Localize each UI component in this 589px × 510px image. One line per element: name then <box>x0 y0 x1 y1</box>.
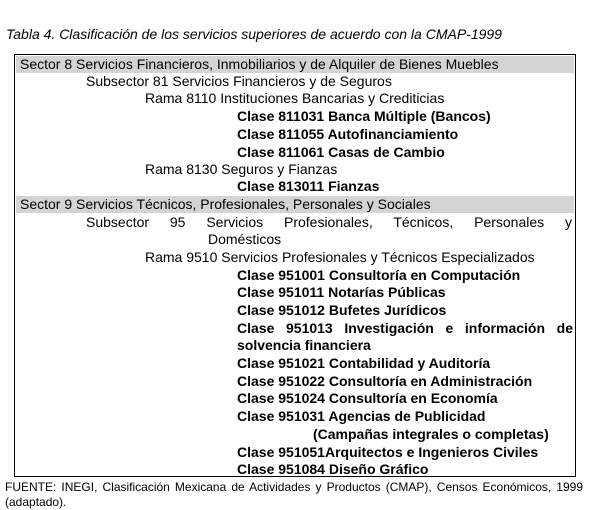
clase-row: Clase 811055 Autofinanciamiento <box>237 126 459 142</box>
clase-row-continuation: (Campañas integrales o completas) <box>313 426 549 442</box>
clase-row: Clase 951012 Bufetes Jurídicos <box>237 302 447 318</box>
subsector-row: Subsector 95 Servicios Profesionales, Técnicos, Personales y <box>86 214 572 230</box>
clase-row: Clase 951011 Notarías Públicas <box>237 284 446 300</box>
clase-row: Clase 951013 Investigación e información de <box>237 320 573 336</box>
sector-row: Sector 9 Servicios Técnicos, Profesionales, Personales y Sociales <box>16 196 574 213</box>
clase-row-continuation: solvencia financiera <box>237 337 371 353</box>
subsector-row: Subsector 81 Servicios Financieros y de Seguros <box>86 73 392 89</box>
clase-row: Clase 951021 Contabilidad y Auditoría <box>237 355 491 371</box>
classification-table <box>14 54 576 477</box>
clase-row: Clase 951022 Consultoría en Administración <box>237 373 533 389</box>
clase-row: Clase 811061 Casas de Cambio <box>237 144 445 160</box>
clase-row: Clase 951024 Consultoría en Economía <box>237 390 498 406</box>
rama-row: Rama 8130 Seguros y Fianzas <box>145 161 338 177</box>
clase-row: Clase 951031 Agencias de Publicidad <box>237 408 486 424</box>
clase-row: Clase 813011 Fianzas <box>237 178 380 194</box>
rama-row: Rama 8110 Instituciones Bancarias y Crediticias <box>145 90 445 106</box>
clase-row: Clase 951084 Diseño Gráfico <box>237 461 429 477</box>
source-note: FUENTE: INEGI, Clasificación Mexicana de Actividades y Productos (CMAP), Censos Económicos, 1999 (adaptado). <box>5 480 583 509</box>
rama-row: Rama 9510 Servicios Profesionales y Técnicos Especializados <box>145 249 535 265</box>
clase-row: Clase 951001 Consultoría en Computación <box>237 267 521 283</box>
clase-row: Clase 811031 Banca Múltiple (Bancos) <box>237 108 491 124</box>
clase-row: Clase 951051Arquitectos e Ingenieros Civiles <box>237 444 539 460</box>
subsector-row-continuation: Domésticos <box>208 231 282 247</box>
table-caption: Tabla 4. Clasificación de los servicios superiores de acuerdo con la CMAP-1999 <box>6 26 502 42</box>
sector-row: Sector 8 Servicios Financieros, Inmobiliarios y de Alquiler de Bienes Muebles <box>16 56 574 73</box>
